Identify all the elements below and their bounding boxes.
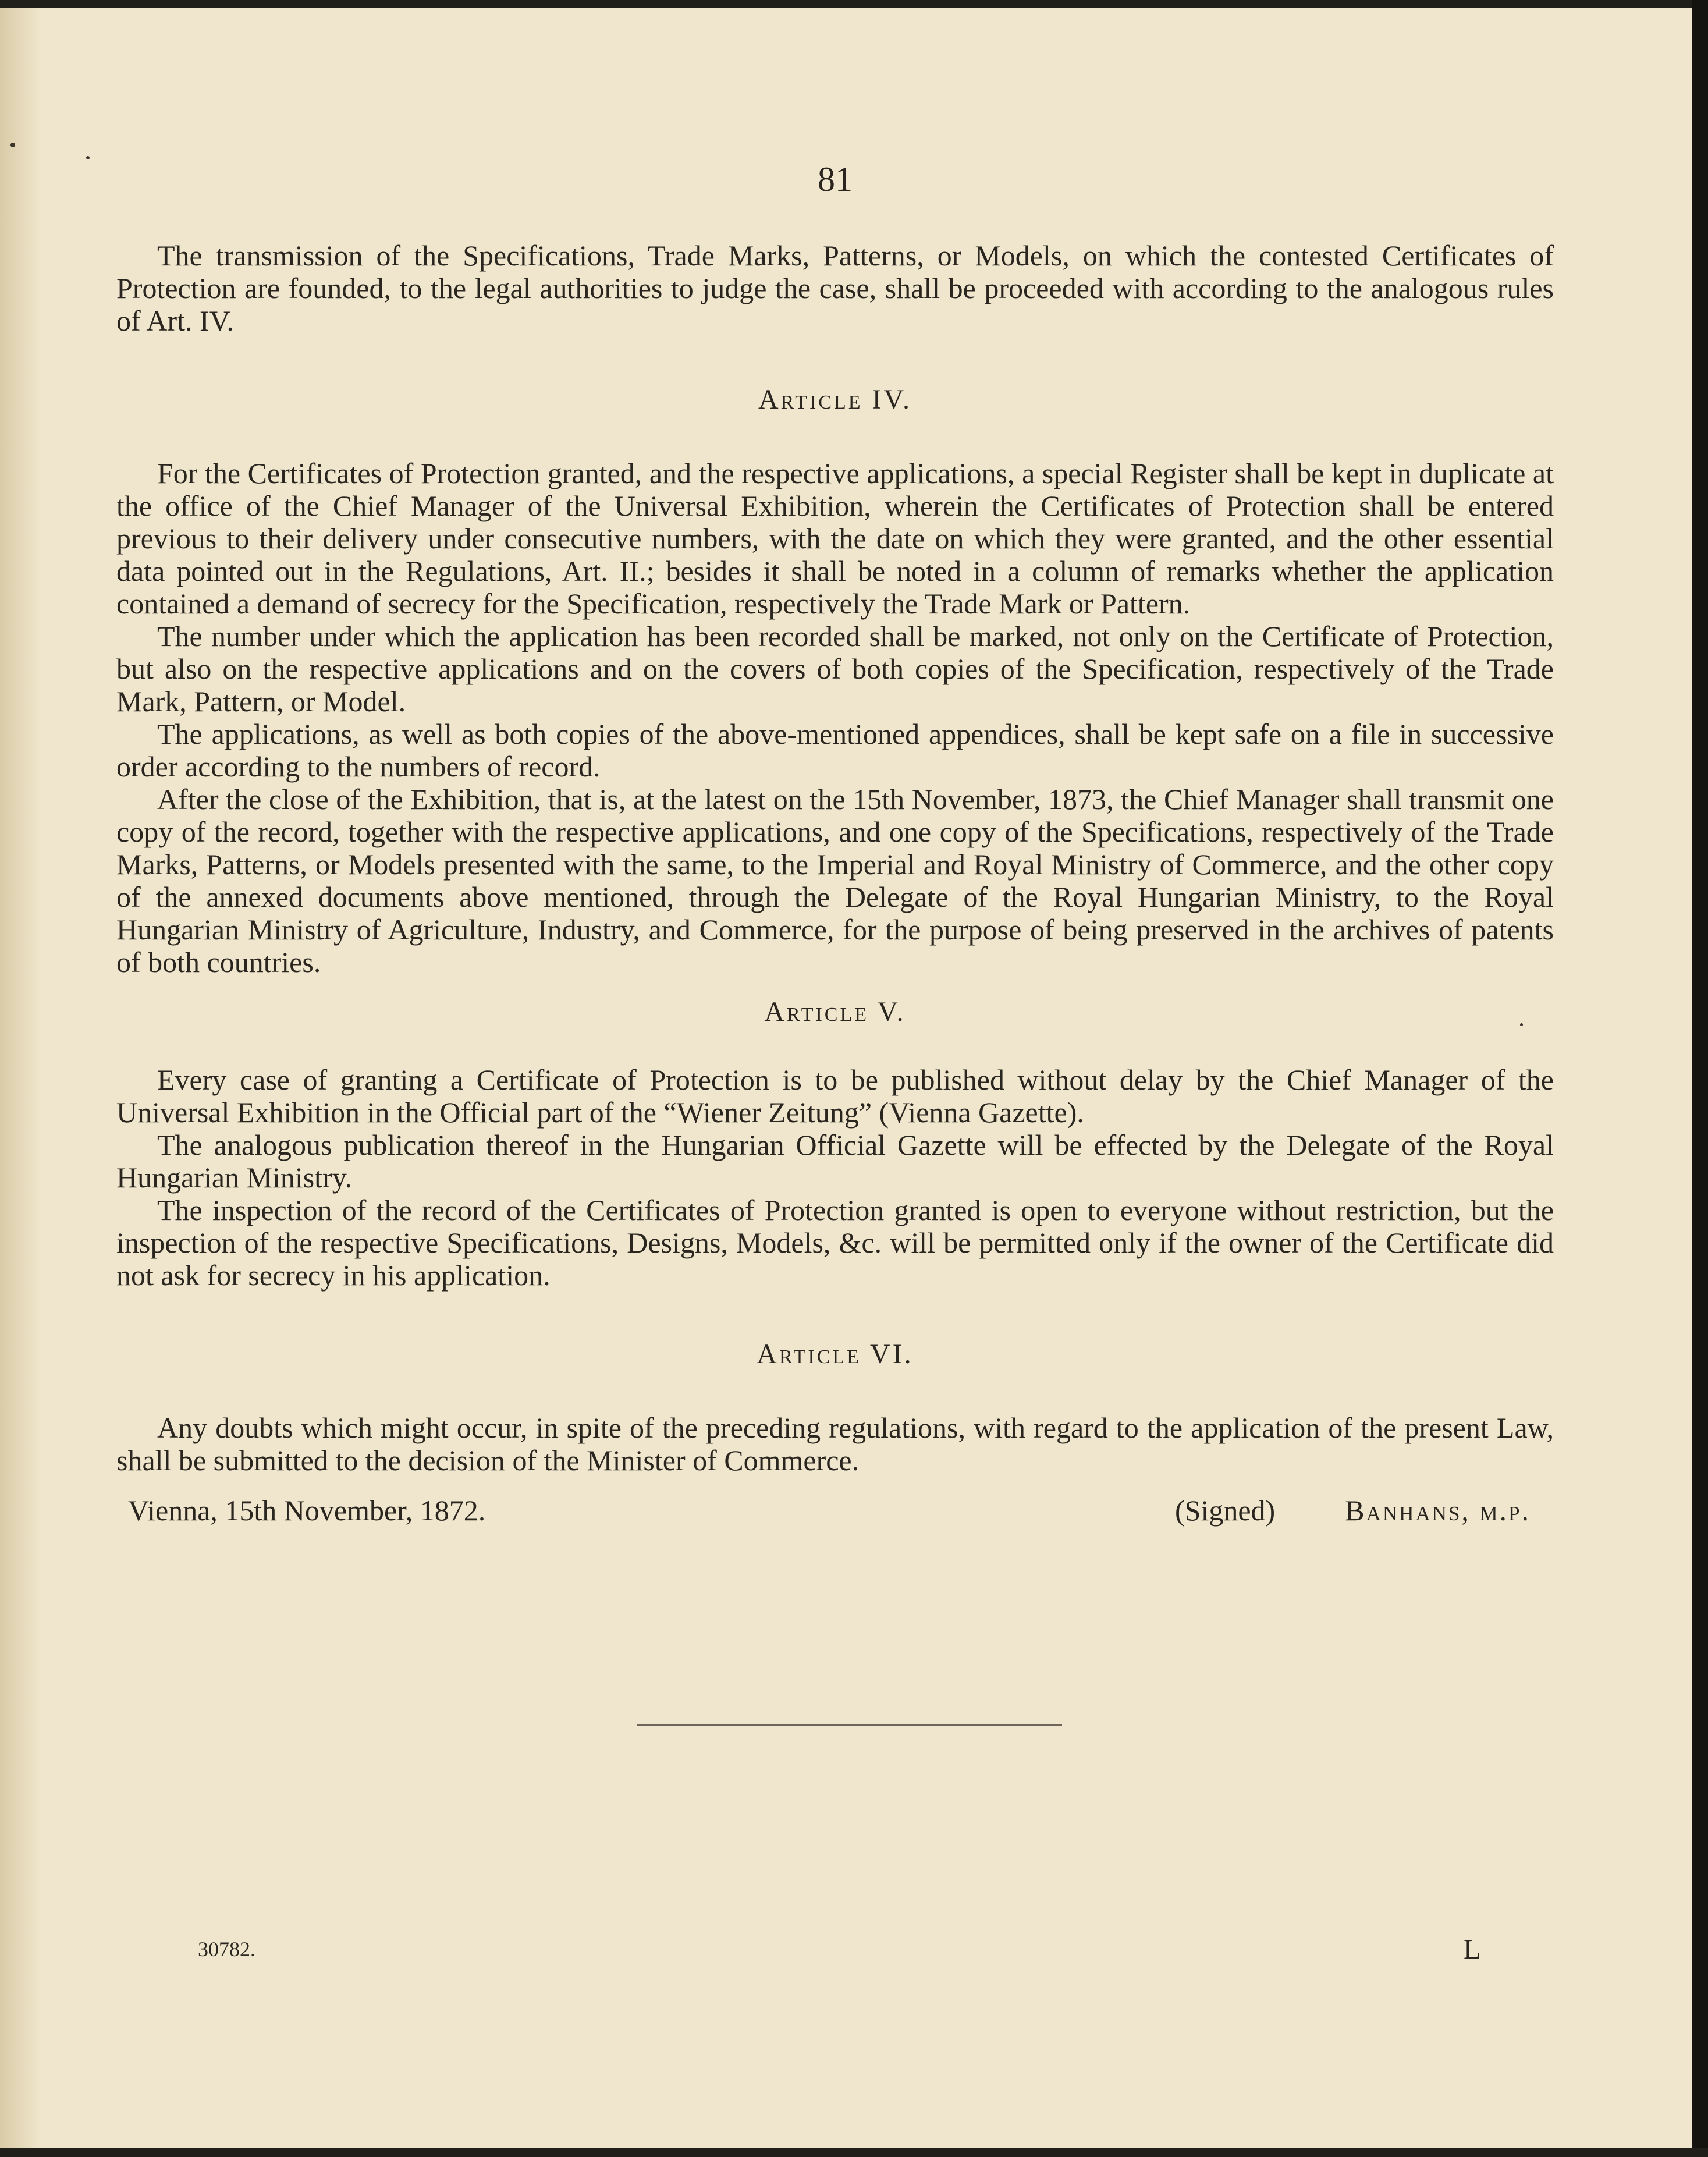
article-6-heading: Article VI.	[757, 1339, 914, 1370]
article-5-heading: Article V.	[764, 996, 906, 1027]
page-edge-right	[1692, 0, 1708, 2157]
article-4-paragraph: The applications, as well as both copies of the above-mentioned appendices, shall be kept safe on a file in successive order according to the numbers of record.	[116, 718, 1554, 783]
signed-label: (Signed)	[1175, 1494, 1276, 1527]
page-spine-shadow	[0, 0, 41, 2157]
article-4-paragraph: The number under which the application has been recorded shall be marked, not only on the Certificate of Protection, but also on the respective applications and on the covers of both copies of the Specification, respectively of the Trade Mark, Pattern, or Model.	[116, 620, 1554, 718]
page-number: 81	[818, 160, 853, 198]
footer-signature-mark: L	[1464, 1934, 1481, 1965]
margin-speck	[86, 156, 90, 159]
document-body	[116, 160, 1554, 1527]
intro-paragraph: The transmission of the Specifications, Trade Marks, Patterns, or Models, on which the contested Certificates of Protection are founded, to the legal authorities to judge the case, shall be proceeded with according to the analogous rules of Art. IV.	[116, 239, 1554, 337]
signature-place-date: Vienna, 15th November, 1872.	[128, 1494, 486, 1527]
article-6-paragraph: Any doubts which might occur, in spite of the preceding regulations, with regard to the application of the present Law, shall be submitted to the decision of the Minister of Commerce.	[116, 1411, 1554, 1477]
footer-print-number: 30782.	[198, 1938, 255, 1961]
signature-block	[1175, 1494, 1554, 1527]
margin-speck	[1520, 1023, 1523, 1026]
article-5-paragraph: The analogous publication thereof in the Hungarian Official Gazette will be effected by the Delegate of the Royal Hungarian Ministry.	[116, 1129, 1554, 1194]
article-5-paragraph: Every case of granting a Certificate of Protection is to be published without delay by the Chief Manager of the Universal Exhibition in the Official part of the “Wiener Zeitung” (Vienna Gazette).	[116, 1063, 1554, 1129]
article-5-paragraph: The inspection of the record of the Certificates of Protection granted is open to everyone without restriction, but the inspection of the respective Specifications, Designs, Models, &c. will be permitted only if the owner of the Certificate did not ask for secrecy in his application.	[116, 1194, 1554, 1292]
page-edge-top	[0, 0, 1708, 8]
article-4-paragraph: After the close of the Exhibition, that is, at the latest on the 15th November, 1873, the Chief Manager shall transmit one copy of the record, together with the respective applications, and one copy of the Specifications, respectively of the Trade Marks, Patterns, or Models presented with the same, to the Imperial and Royal Ministry of Commerce, and the other copy of the annexed documents above mentioned, through the Delegate of the Royal Hungarian Ministry, to the Royal Hungarian Ministry of Agriculture, Industry, and Commerce, for the purpose of being preserved in the archives of patents of both countries.	[116, 783, 1554, 978]
signatory-name: Banhans, m.p.	[1345, 1494, 1531, 1527]
margin-speck	[10, 143, 15, 147]
article-4-paragraph: For the Certificates of Protection granted, and the respective applications, a special Register shall be kept in duplicate at the office of the Chief Manager of the Universal Exhibition, wherein the Certificates of Protection shall be entered previous to their delivery under consecutive numbers, with the date on which they were granted, and the other essential data pointed out in the Regulations, Art. II.; besides it shall be noted in a column of remarks whether the application contained a demand of secrecy for the Specification, respectively the Trade Mark or Pattern.	[116, 457, 1554, 620]
closing-rule	[637, 1724, 1062, 1726]
signature-line	[116, 1494, 1554, 1527]
article-4-heading: Article IV.	[758, 384, 912, 415]
page-edge-bottom	[0, 2148, 1708, 2157]
